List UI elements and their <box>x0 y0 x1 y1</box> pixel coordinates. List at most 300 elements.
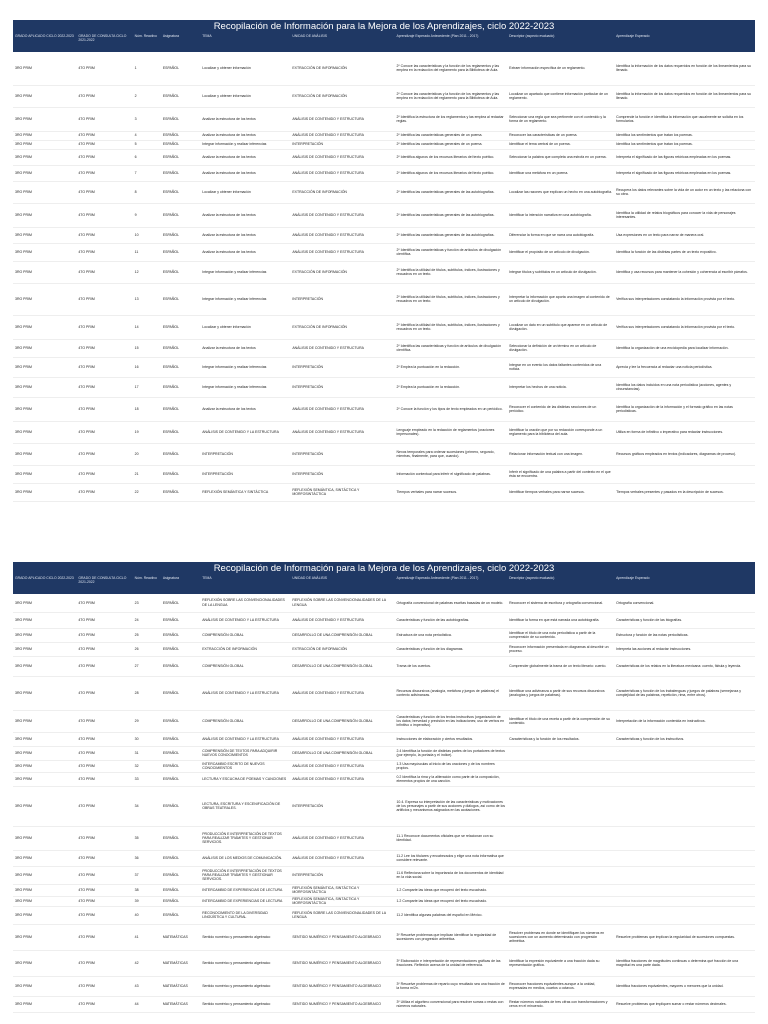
table-cell <box>507 906 614 924</box>
table-cell <box>507 760 614 772</box>
table-cell: 2 <box>133 85 161 107</box>
table-cell: 14 <box>133 315 161 339</box>
table-row <box>13 397 755 421</box>
table-cell: Verifica sus interpretaciones constatando la información provista por el texto. <box>614 315 755 339</box>
table-cell: 4TO PRIM <box>76 628 132 642</box>
table-cell: ANÁLISIS DE CONTENIDO Y ESTRUCTURA <box>290 760 394 772</box>
table-cell: 8 <box>133 181 161 203</box>
table-cell: LECTURA, ESCRITURA Y ESCENIFICACIÓN DE OBRAS TEATRALES. <box>200 786 290 826</box>
table-cell: ESPAÑOL <box>161 443 200 465</box>
table-cell: 3 <box>133 107 161 131</box>
table-cell: Localizar un apartado que contiene información particular de un reglamento. <box>507 85 614 107</box>
table-cell: ANÁLISIS DE CONTENIDO Y ESTRUCTURA <box>290 421 394 443</box>
table-cell: ANÁLISIS DE CONTENIDO Y ESTRUCTURA <box>290 397 394 421</box>
table-row <box>13 165 755 181</box>
table-cell: 2º Identifica algunos de los recursos literarios del texto poético. <box>394 165 507 181</box>
table-row <box>13 203 755 227</box>
table-cell: Analizar la estructura de los textos <box>200 149 290 165</box>
table-cell: 4TO PRIM <box>76 786 132 826</box>
table-cell: Identificar el tema central de un poema. <box>507 140 614 149</box>
table-cell: EXTRACCIÓN DE INFORMACIÓN <box>290 52 394 85</box>
table-cell: Estructura y función de las notas periodísticas. <box>614 628 755 642</box>
table-cell: INTERPRETACIÓN <box>290 786 394 826</box>
table-cell <box>614 906 755 924</box>
table-cell: INTERPRETACIÓN <box>290 357 394 377</box>
table-cell: 1.2 Comparte las ideas que recuperó del texto escuchado. <box>394 884 507 896</box>
table-cell: 44 <box>133 996 161 1012</box>
table-cell: Información contextual para inferir el significado de palabras. <box>394 465 507 483</box>
table-cell: 4TO PRIM <box>76 950 132 976</box>
table-cell: ANÁLISIS DE CONTENIDO Y ESTRUCTURA <box>290 612 394 628</box>
table-cell: Reconocer fracciones equivalentes aunque a la unidad, expresadas en medios, cuartos u octavos. <box>507 976 614 996</box>
table-cell: 11.2 Identifica algunas palabras del español en México. <box>394 906 507 924</box>
table-cell: ESPAÑOL <box>161 896 200 906</box>
column-header: TEMA <box>200 575 290 594</box>
table-cell: SENTIDO NUMÉRICO Y PENSAMIENTO ALGEBRAICO <box>290 924 394 950</box>
table-row <box>13 746 755 760</box>
table-row <box>13 826 755 850</box>
table-cell: 4TO PRIM <box>76 243 132 261</box>
table-row <box>13 85 755 107</box>
table-cell: 28 <box>133 676 161 710</box>
sheet-title: Recopilación de Información para la Mejora de los Aprendizajes, ciclo 2022-2023 <box>13 20 755 33</box>
table-cell: 3RO PRIM <box>13 996 76 1012</box>
table-cell: 23 <box>133 594 161 612</box>
table-cell: Usa expresiones en un texto para narrar de manera oral. <box>614 227 755 243</box>
table-cell: Analizar la estructura de los textos <box>200 339 290 357</box>
table-cell: LECTURA Y ESCUCHA DE POEMAS Y CANCIONES <box>200 772 290 786</box>
table-cell: Integrar títulos y subtítulos en un artículo de divulgación. <box>507 261 614 283</box>
table-cell: 19 <box>133 421 161 443</box>
table-cell: ANÁLISIS DE CONTENIDO Y ESTRUCTURA <box>290 149 394 165</box>
table-cell: Restar números naturales de tres cifras con transformaciones y ceros en el minuendo. <box>507 996 614 1012</box>
table-cell: 22 <box>133 483 161 501</box>
table-cell: 4TO PRIM <box>76 732 132 746</box>
table-cell: ANÁLISIS DE CONTENIDO Y LA ESTRUCTURA <box>200 612 290 628</box>
table-cell: REFLEXIÓN SEMÁNTICA, SINTÁCTICA Y MORFOSINTÁCTICA <box>290 483 394 501</box>
table-cell: Identifica los datos incluidos en una nota periodística (acciones, agentes y circunstancias). <box>614 377 755 397</box>
table-cell: 3RO PRIM <box>13 243 76 261</box>
table-cell: 4TO PRIM <box>76 642 132 656</box>
table-cell: 4TO PRIM <box>76 866 132 884</box>
table-cell: 4TO PRIM <box>76 203 132 227</box>
table-cell: 11.6 Reflexiona sobre la importancia de los documentos de identidad en la vida social. <box>394 866 507 884</box>
table-cell: Identifica la función de las distintas partes de un texto expositivo. <box>614 243 755 261</box>
table-cell: 38 <box>133 884 161 896</box>
table-cell: Diferenciar la forma en que se narra una autobiografía. <box>507 227 614 243</box>
table-cell: Interpreta el significado de las figuras retóricas empleadas en los poemas. <box>614 149 755 165</box>
table-cell: ESPAÑOL <box>161 140 200 149</box>
table-cell: ESPAÑOL <box>161 732 200 746</box>
table-cell: Características y función de los textos instructivos (organización de los datos; brevedad y precisión en las indicaciones; uso de verbos en infinitivo o imperativo). <box>394 710 507 732</box>
table-cell: 16 <box>133 357 161 377</box>
table-cell: Inferir el significado de una palabra a partir del contexto en el que ésta se encuentra. <box>507 465 614 483</box>
table-row <box>13 676 755 710</box>
table-cell: Tiempos verbales presentes y pasados en la descripción de sucesos. <box>614 483 755 501</box>
table-cell <box>614 896 755 906</box>
table-cell: 3RO PRIM <box>13 165 76 181</box>
table-cell <box>614 826 755 850</box>
table-cell: Recursos gráficos empleados en textos (indicadores, diagramas de proceso). <box>614 443 755 465</box>
table-cell: ESPAÑOL <box>161 656 200 676</box>
table-row <box>13 377 755 397</box>
table-cell: 2º Identifica algunos de los recursos literarios del texto poético. <box>394 149 507 165</box>
table-cell: ANÁLISIS DE CONTENIDO Y ESTRUCTURA <box>290 165 394 181</box>
table-cell: ESPAÑOL <box>161 772 200 786</box>
table-cell: Identificar el propósito de un artículo de divulgación. <box>507 243 614 261</box>
table-cell: Estructura de una nota periodística. <box>394 628 507 642</box>
table-cell: 3RO PRIM <box>13 676 76 710</box>
table-cell: 13 <box>133 283 161 315</box>
table-cell: 4TO PRIM <box>76 760 132 772</box>
table-cell: 4TO PRIM <box>76 612 132 628</box>
table-cell: INTERPRETACIÓN <box>290 283 394 315</box>
table-cell: EXTRACCIÓN DE INFORMACIÓN <box>290 315 394 339</box>
table-cell: Identificar la intención narrativa en una autobiografía. <box>507 203 614 227</box>
table-cell: 43 <box>133 976 161 996</box>
table-cell: ESPAÑOL <box>161 483 200 501</box>
table-cell: DESARROLLO DE UNA COMPRENSIÓN GLOBAL <box>290 628 394 642</box>
table-cell: Interpreta las acciones al redactar instrucciones. <box>614 642 755 656</box>
table-cell: Reconocer el contenido de las distintas secciones de un periódico. <box>507 397 614 421</box>
table-cell: Localizar las razones que explican un hecho en una autobiografía. <box>507 181 614 203</box>
table-cell: 31 <box>133 746 161 760</box>
table-row <box>13 243 755 261</box>
table-cell: 10.4. Expresa su interpretación de las características y motivaciones de los personajes a partir de sus acciones y diálogos, así como de los artificios y mecanismos asignados en las acotaciones. <box>394 786 507 826</box>
table-cell <box>614 746 755 760</box>
table-cell: 3º Resuelve problemas de reparto cuyo resultado sea una fracción de la forma m/2n. <box>394 976 507 996</box>
table-cell: 30 <box>133 732 161 746</box>
column-header: Asignatura <box>161 33 200 52</box>
column-header: TEMA <box>200 33 290 52</box>
table-cell: 4TO PRIM <box>76 357 132 377</box>
table-cell: 3RO PRIM <box>13 884 76 896</box>
table-cell: 7 <box>133 165 161 181</box>
table-cell: Resolver problemas en donde se identifiquen los números en sucesiones con un aumento determinado con progresión aritmética. <box>507 924 614 950</box>
table-cell: 3RO PRIM <box>13 261 76 283</box>
table-cell: Aprecia y lee la frecuencia al redactar una noticia periodística. <box>614 357 755 377</box>
table-cell <box>507 866 614 884</box>
table-cell: Trama de los cuentos. <box>394 656 507 676</box>
table-cell: Características y función de los instructivos. <box>614 732 755 746</box>
table-cell <box>614 850 755 866</box>
sheet-title: Recopilación de Información para la Mejora de los Aprendizajes, ciclo 2022-2023 <box>13 562 755 575</box>
table-cell: 4TO PRIM <box>76 906 132 924</box>
table-cell: ESPAÑOL <box>161 181 200 203</box>
table-row <box>13 786 755 826</box>
table-row <box>13 760 755 772</box>
table-cell: REFLEXIÓN SEMÁNTICA, SINTÁCTICA Y MORFOSINTÁCTICA <box>290 884 394 896</box>
table-cell: 3RO PRIM <box>13 357 76 377</box>
table-cell: Analizar la estructura de los textos <box>200 107 290 131</box>
table-cell: ANÁLISIS DE CONTENIDO Y ESTRUCTURA <box>290 732 394 746</box>
table-cell: ESPAÑOL <box>161 261 200 283</box>
table-cell: 2º Conoce las características y la función de los reglamentos y las emplea en la redacción del reglamento para la Biblioteca de Aula. <box>394 85 507 107</box>
table-cell: 2º Identifica las características generales de un poema. <box>394 140 507 149</box>
table-cell: 25 <box>133 628 161 642</box>
table-cell: Analizar la estructura de los textos <box>200 165 290 181</box>
table-cell: 20 <box>133 443 161 465</box>
table-cell: 1.3 Usa mayúsculas al inicio de las oraciones y de los nombres propios. <box>394 760 507 772</box>
table-cell: 3RO PRIM <box>13 131 76 140</box>
table-cell: ANÁLISIS DE CONTENIDO Y ESTRUCTURA <box>290 676 394 710</box>
table-cell: 3RO PRIM <box>13 227 76 243</box>
table-cell: 2º Identifica las características generales de un poema. <box>394 131 507 140</box>
table-cell: 42 <box>133 950 161 976</box>
table-cell: 4TO PRIM <box>76 377 132 397</box>
table-cell: 5 <box>133 140 161 149</box>
table-row <box>13 483 755 501</box>
table-cell: PRODUCCIÓN E INTERPRETACIÓN DE TEXTOS PARA REALIZAR TRÁMITES Y GESTIONAR SERVICIOS. <box>200 866 290 884</box>
table-cell <box>507 884 614 896</box>
table-cell: 29 <box>133 710 161 732</box>
table-cell: Identifica fracciones de magnitudes continuas o determina qué fracción de una magnitud es una parte dada. <box>614 950 755 976</box>
table-cell: Lenguaje empleado en la redacción de reglamentos (oraciones impersonales). <box>394 421 507 443</box>
table-cell <box>507 746 614 760</box>
table-row <box>13 357 755 377</box>
table-cell: INTERPRETACIÓN <box>290 443 394 465</box>
table-cell: MATEMÁTICAS <box>161 996 200 1012</box>
table-cell: 0.2 Identifica la rima y la aliteración como parte de la composición, elementos propios de una canción. <box>394 772 507 786</box>
table-cell: Analizar la estructura de los textos <box>200 397 290 421</box>
table-cell: Integrar en un evento los datos faltantes contenidos de una noticia. <box>507 357 614 377</box>
column-header: UNIDAD DE ANÁLISIS <box>290 575 394 594</box>
table-cell: PRODUCCIÓN E INTERPRETACIÓN DE TEXTOS PARA REALIZAR TRÁMITES Y GESTIONAR SERVICIOS. <box>200 826 290 850</box>
table-cell: 4TO PRIM <box>76 924 132 950</box>
table-cell: 3RO PRIM <box>13 483 76 501</box>
table-cell <box>507 850 614 866</box>
table-cell: Tiempos verbales para narrar sucesos. <box>394 483 507 501</box>
table-cell: 3RO PRIM <box>13 866 76 884</box>
table-cell: ANÁLISIS DE CONTENIDO Y LA ESTRUCTURA <box>200 421 290 443</box>
column-header: GRADO APLICADO CICLO 2022-2023 <box>13 575 76 594</box>
table-cell: 3RO PRIM <box>13 149 76 165</box>
table-cell: 3º Elaboración e interpretación de representaciones gráficas de las fracciones. Reflexión acerca de la unidad de referencia. <box>394 950 507 976</box>
table-cell: ANÁLISIS DE LOS MEDIOS DE COMUNICACIÓN. <box>200 850 290 866</box>
table-cell: EXTRACCIÓN DE INFORMACIÓN <box>290 642 394 656</box>
table-cell: 3RO PRIM <box>13 140 76 149</box>
table-cell: 3RO PRIM <box>13 760 76 772</box>
table-row <box>13 732 755 746</box>
table-cell: Identifica la información de los datos requeridos en función de los lineamientos para su llenado. <box>614 52 755 85</box>
table-cell: Integrar información y realizar inferencias <box>200 283 290 315</box>
table-cell: MATEMÁTICAS <box>161 924 200 950</box>
table-cell: 11 <box>133 243 161 261</box>
table-cell: Relacionar información textual con una imagen. <box>507 443 614 465</box>
table-cell: Resuelve problemas que impliquen sumar o restar números decimales. <box>614 996 755 1012</box>
table-cell: INTERPRETACIÓN <box>290 377 394 397</box>
table-cell: 11.2 Lee los títulares y encabezados y elige una nota informativa que considere relevante. <box>394 850 507 866</box>
table-row <box>13 421 755 443</box>
table-cell: Localizar y obtener información <box>200 85 290 107</box>
table-cell: MATEMÁTICAS <box>161 950 200 976</box>
table-cell: 3RO PRIM <box>13 896 76 906</box>
table-row <box>13 181 755 203</box>
table-cell: Instrucciones de elaboración y ciertos resultados. <box>394 732 507 746</box>
table-cell: REFLEXIÓN SEMÁNTICA, SINTÁCTICA Y MORFOSINTÁCTICA <box>290 896 394 906</box>
table-cell: Integrar información y realizar inferencias <box>200 357 290 377</box>
table-cell: ANÁLISIS DE CONTENIDO Y ESTRUCTURA <box>290 339 394 357</box>
table-cell: ANÁLISIS DE CONTENIDO Y LA ESTRUCTURA <box>200 676 290 710</box>
table-cell: Analizar la estructura de los textos <box>200 243 290 261</box>
table-row <box>13 710 755 732</box>
table-cell: 4TO PRIM <box>76 85 132 107</box>
table-cell: 3RO PRIM <box>13 732 76 746</box>
table-cell <box>507 826 614 850</box>
table-cell <box>614 884 755 896</box>
table-cell: ESPAÑOL <box>161 866 200 884</box>
table-cell: 4TO PRIM <box>76 710 132 732</box>
column-header: Descriptor (aspecto evaluado) <box>507 33 614 52</box>
table-row <box>13 976 755 996</box>
table-row <box>13 339 755 357</box>
table-cell: Reconocer las características de un poema. <box>507 131 614 140</box>
table-row <box>13 227 755 243</box>
table-cell: 3º Utiliza el algoritmo convencional para resolver sumas o restas con números naturales. <box>394 996 507 1012</box>
table-row <box>13 594 755 612</box>
table-cell: 4TO PRIM <box>76 976 132 996</box>
table-cell: 1.2 Comparte las ideas que recuperó del texto escuchado. <box>394 896 507 906</box>
table-cell: 34 <box>133 786 161 826</box>
table-cell: 4TO PRIM <box>76 421 132 443</box>
table-cell: Analizar la estructura de los textos <box>200 227 290 243</box>
table-row <box>13 884 755 896</box>
table-cell: ESPAÑOL <box>161 421 200 443</box>
table-row <box>13 896 755 906</box>
table-cell: COMPRENSIÓN DE TEXTOS PARA ADQUIRIR NUEVOS CONOCIMIENTOS <box>200 746 290 760</box>
table-cell: 4TO PRIM <box>76 896 132 906</box>
table-cell: RECONOCIMIENTO DE LA DIVERSIDAD LINGÜÍSTICA Y CULTURAL <box>200 906 290 924</box>
table-cell: 2º Emplea la puntuación en la redacción. <box>394 377 507 397</box>
column-header: Aprendizaje Esperado Antecedente (Plan 2011 - 2017) <box>394 575 507 594</box>
table-cell: ESPAÑOL <box>161 357 200 377</box>
table-cell: 3RO PRIM <box>13 612 76 628</box>
table-cell: Características y función de las autobiografías. <box>394 612 507 628</box>
table-cell: ESPAÑOL <box>161 786 200 826</box>
table-cell: ANÁLISIS DE CONTENIDO Y ESTRUCTURA <box>290 107 394 131</box>
table-cell: ANÁLISIS DE CONTENIDO Y ESTRUCTURA <box>290 227 394 243</box>
table-row <box>13 642 755 656</box>
table-cell: 4TO PRIM <box>76 676 132 710</box>
table-cell: 4TO PRIM <box>76 149 132 165</box>
table-cell: 4 <box>133 131 161 140</box>
table-row <box>13 656 755 676</box>
table-cell: ESPAÑOL <box>161 131 200 140</box>
table-cell: EXTRACCIÓN DE INFORMACIÓN <box>290 261 394 283</box>
table-cell: Identifica y usa recursos para mantener la cohesión y coherencia al escribir párrafos. <box>614 261 755 283</box>
table-cell: ESPAÑOL <box>161 243 200 261</box>
table-row <box>13 906 755 924</box>
table-cell: Ortografía convencional de palabras escritas basadas de un modelo. <box>394 594 507 612</box>
table-cell: 2º Identifica las características generales de las autobiografías. <box>394 203 507 227</box>
table-cell: Reconocer información presentada en diagramas al describir un proceso. <box>507 642 614 656</box>
table-cell: 3RO PRIM <box>13 710 76 732</box>
table-cell: INTERPRETACIÓN <box>200 465 290 483</box>
table-cell: ESPAÑOL <box>161 465 200 483</box>
table-cell: Identificar el título de una nota periodística a partir de la comprensión de su contenido. <box>507 628 614 642</box>
table-cell: ESPAÑOL <box>161 594 200 612</box>
table-cell: 3RO PRIM <box>13 656 76 676</box>
table-cell: 4TO PRIM <box>76 52 132 85</box>
table-cell: Identifica la información de los datos requeridos en función de los lineamientos para su llenado. <box>614 85 755 107</box>
table-cell: ESPAÑOL <box>161 676 200 710</box>
table-cell: SENTIDO NUMÉRICO Y PENSAMIENTO ALGEBRAICO <box>290 996 394 1012</box>
table-cell: 26 <box>133 642 161 656</box>
sheet-page-1 <box>13 20 755 502</box>
table-row <box>13 924 755 950</box>
table-cell: Reconocer el sistema de escritura y ortografía convencional. <box>507 594 614 612</box>
table-row <box>13 866 755 884</box>
table-cell: ESPAÑOL <box>161 884 200 896</box>
table-cell: 4TO PRIM <box>76 746 132 760</box>
table-cell: DESARROLLO DE UNA COMPRENSIÓN GLOBAL <box>290 656 394 676</box>
table-cell: 4TO PRIM <box>76 227 132 243</box>
table-cell: 3RO PRIM <box>13 421 76 443</box>
table-cell: 4TO PRIM <box>76 884 132 896</box>
table-cell: 6 <box>133 149 161 165</box>
table-cell: Interpretar los hechos de una noticia. <box>507 377 614 397</box>
table-row <box>13 950 755 976</box>
table-cell: Identifica los sentimientos que tratan los poemas. <box>614 140 755 149</box>
table-row <box>13 149 755 165</box>
table-cell: ANÁLISIS DE CONTENIDO Y LA ESTRUCTURA <box>200 732 290 746</box>
table-cell: INTERCAMBIO ESCRITO DE NUEVOS CONOCIMIENTOS <box>200 760 290 772</box>
column-header: Asignatura <box>161 575 200 594</box>
table-cell: ESPAÑOL <box>161 339 200 357</box>
table-cell: 3RO PRIM <box>13 283 76 315</box>
table-cell: 24 <box>133 612 161 628</box>
table-cell: ESPAÑOL <box>161 377 200 397</box>
table-cell: 11.1 Reconoce documentos oficiales que se relacionan con su identidad. <box>394 826 507 850</box>
header-row <box>13 575 755 594</box>
table-cell: 4TO PRIM <box>76 850 132 866</box>
table-cell: 3RO PRIM <box>13 377 76 397</box>
table-cell: 4TO PRIM <box>76 261 132 283</box>
table-cell: 3RO PRIM <box>13 642 76 656</box>
table-row <box>13 261 755 283</box>
table-cell: 3RO PRIM <box>13 85 76 107</box>
table-cell: Resuelve problemas que implican la regularidad de sucesiones compuestas. <box>614 924 755 950</box>
table-cell: Extraer información específica de un reglamento. <box>507 52 614 85</box>
table-cell <box>614 760 755 772</box>
column-header: Aprendizaje Esperado Antecedente (Plan 2011 - 2017) <box>394 33 507 52</box>
table-cell: 41 <box>133 924 161 950</box>
table-cell: Seleccionar la palabra que completa una estrofa en un poema. <box>507 149 614 165</box>
table-cell: INTERCAMBIO DE EXPERIENCIAS DE LECTURA <box>200 884 290 896</box>
table-cell: 4TO PRIM <box>76 443 132 465</box>
column-header: Descriptor (aspecto evaluado) <box>507 575 614 594</box>
column-header: Núm. Reactivo <box>133 575 161 594</box>
table-cell <box>507 896 614 906</box>
table-row <box>13 628 755 642</box>
table-cell: 4TO PRIM <box>76 165 132 181</box>
table-cell: 3º Resuelve problemas que implican identificar la regularidad de sucesiones con progresión aritmética. <box>394 924 507 950</box>
table-cell: ESPAÑOL <box>161 203 200 227</box>
table-cell <box>614 772 755 786</box>
table-cell: Utiliza en forma de infinitivo o imperativo para redactar instrucciones. <box>614 421 755 443</box>
table-row <box>13 107 755 131</box>
table-cell: Características y función de los diagramas. <box>394 642 507 656</box>
table-cell: ESPAÑOL <box>161 149 200 165</box>
table-cell: INTERPRETACIÓN <box>290 866 394 884</box>
table-cell <box>507 772 614 786</box>
table-cell: 2º Identifica la estructura de los reglamentos y las emplea al redactar reglas. <box>394 107 507 131</box>
table-cell: Identificar la expresión equivalente a una fracción dada su representación gráfica. <box>507 950 614 976</box>
table-cell: ESPAÑOL <box>161 612 200 628</box>
table-cell: 4TO PRIM <box>76 465 132 483</box>
table-cell: ANÁLISIS DE CONTENIDO Y ESTRUCTURA <box>290 772 394 786</box>
table-cell: 3RO PRIM <box>13 52 76 85</box>
